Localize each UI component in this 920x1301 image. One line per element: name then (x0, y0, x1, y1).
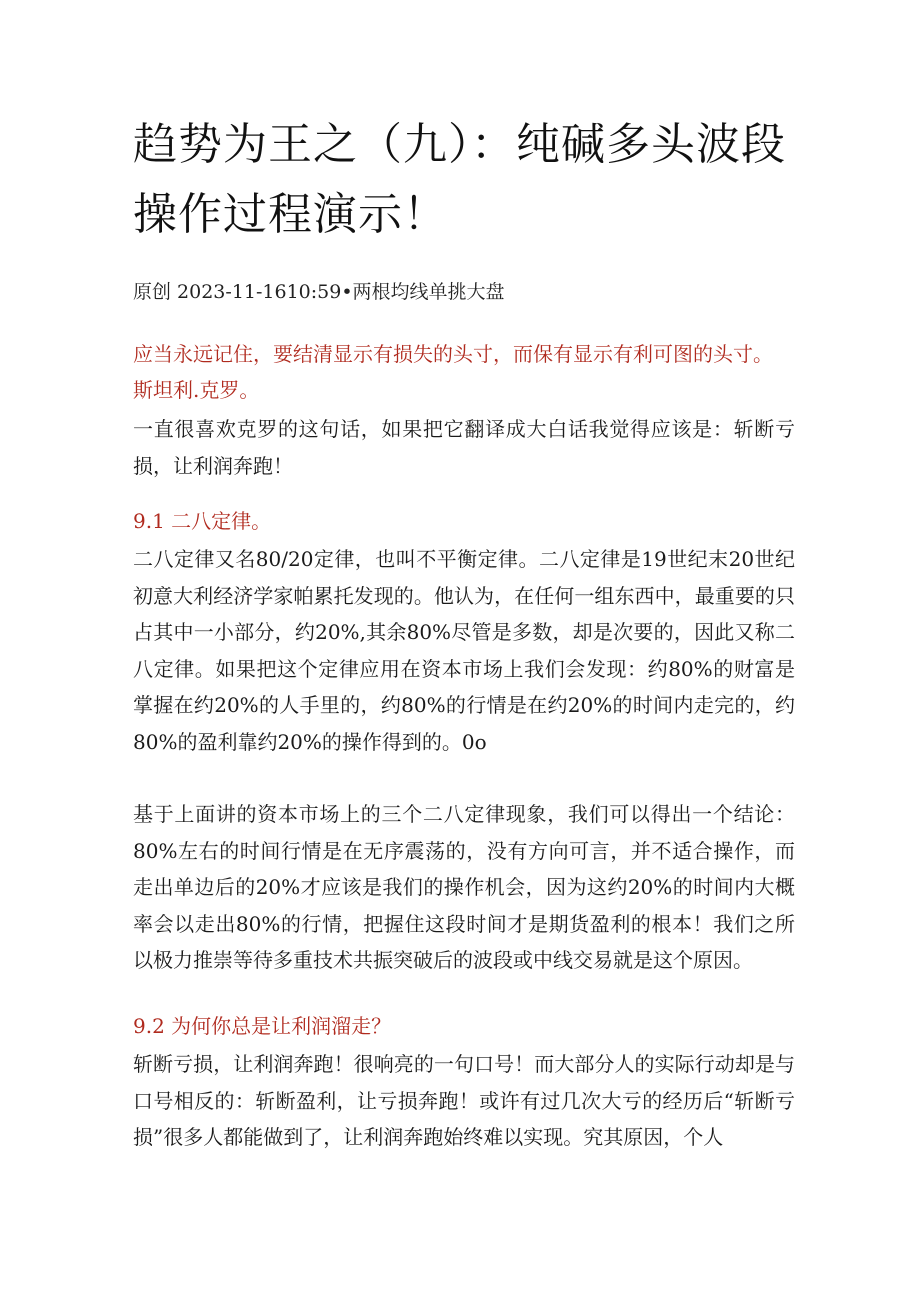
article-meta: 原创 2023-11-1610:59•两根均线单挑大盘 (133, 281, 505, 303)
section-9-1-paragraph-2: 基于上面讲的资本市场上的三个二八定律现象，我们可以得出一个结论：80%左右的时间行情是在无序震荡的，没有方向可言，并不适合操作，而走出单边后的20%才应该是我们的操作机会，因为这约20%的时间内大概率会以走出80%的行情，把握住这段时间才是期货盈利的根本！我们之所以极力推崇等待多重技术共振突破后的波段或中线交易就是这个原因。 (133, 802, 795, 972)
quote-text: 应当永远记住，要结清显示有损失的头寸，而保有显示有利可图的头寸。 (133, 342, 773, 366)
article-title: 趋势为王之（九）：纯碱多头波段操作过程演示！ (133, 119, 786, 240)
section-heading-9-1: 9.1 二八定律。 (133, 509, 272, 533)
section-9-1-paragraph-1: 二八定律又名80/20定律，也叫不平衡定律。二八定律是19世纪末20世纪初意大利经济学家帕累托发现的。他认为，在任何一组东西中，最重要的只占其中一小部分，约20%,其余80%尽管是多数，却是次要的，因此又称二八定律。如果把这个定律应用在资本市场上我们会发现：约80%的财富是掌握在约20%的人手里的，约80%的行情是在约20%的时间内走完的，约80%的盈利靠约20%的操作得到的。0o (133, 547, 795, 754)
intro-paragraph: 一直很喜欢克罗的这句话，如果把它翻译成大白话我觉得应该是：斩断亏损，让利润奔跑！ (133, 417, 795, 478)
section-heading-9-2: 9.2 为何你总是让利润溜走？ (133, 1014, 392, 1038)
quote-author: 斯坦利.克罗。 (133, 378, 260, 402)
section-9-2-paragraph-1: 斩断亏损，让利润奔跑！很响亮的一句口号！而大部分人的实际行动却是与口号相反的：斩断盈利，让亏损奔跑！或许有过几次大亏的经历后“斩断亏损”很多人都能做到了，让利润奔跑始终难以实现。究其原因，个人 (133, 1052, 795, 1149)
